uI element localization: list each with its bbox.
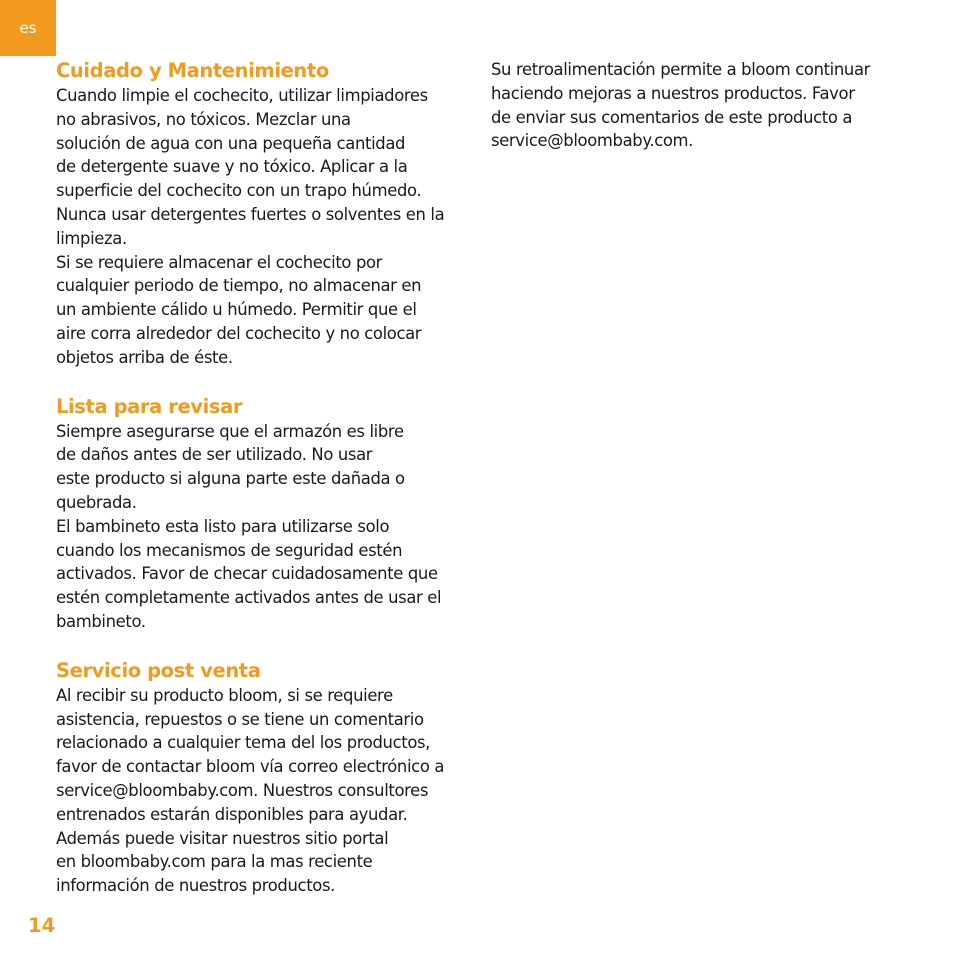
section-body: Siempre asegurarse que el armazón es libre de daños antes de ser utilizado. No usar este producto si alguna parte este dañada o quebrada. El bambineto esta listo para utilizarse solo cuando los mecanismos de seguridad estén activados. Favor de checar cuidadosamente que estén completamente activados antes de usar el bambineto. — [56, 421, 442, 631]
section-body: Al recibir su producto bloom, si se requiere asistencia, repuestos o se tiene un comentario relacionado a cualquier tema del los productos, favor de contactar bloom vía correo electrónico a service@bloombaby.com. Nuestros consultores entrenados estarán disponibles para ayudar. Además puede visitar nuestros sitio portal en bloombaby.com para la mas reciente información de nuestros productos. — [56, 685, 445, 896]
section-heading: Lista para revisar — [56, 394, 243, 418]
section-heading: Cuidado y Mantenimiento — [56, 59, 329, 82]
section-body: Cuando limpie el cochecito, utilizar limpiadores no abrasivos, no tóxicos. Mezclar una solución de agua con una pequeña cantidad de detergente suave y no tóxico. Aplicar a la superficie del cochecito con un trapo húmedo. Nunca usar detergentes fuertes o solventes en la limpieza. Si se requiere almacenar el cochecito por cualquier periodo de tiempo, no almacenar en un ambiente cálido u húmedo. Permitir que el aire corra alrededor del cochecito y no colocar objetos arriba de éste. — [56, 86, 445, 367]
section-after-sales — [56, 658, 468, 898]
feedback-paragraph: Su retroalimentación permite a bloom continuar haciendo mejoras a nuestros productos. Favor de enviar sus comentarios de este producto a service@bloombaby.com. — [491, 60, 871, 151]
section-care-maintenance — [56, 58, 468, 370]
section-heading: Servicio post venta — [56, 658, 261, 682]
section-checklist — [56, 394, 468, 634]
language-tab: es — [0, 0, 56, 56]
right-column — [491, 58, 903, 153]
left-column — [56, 58, 468, 922]
page-number: 14 — [28, 914, 56, 937]
